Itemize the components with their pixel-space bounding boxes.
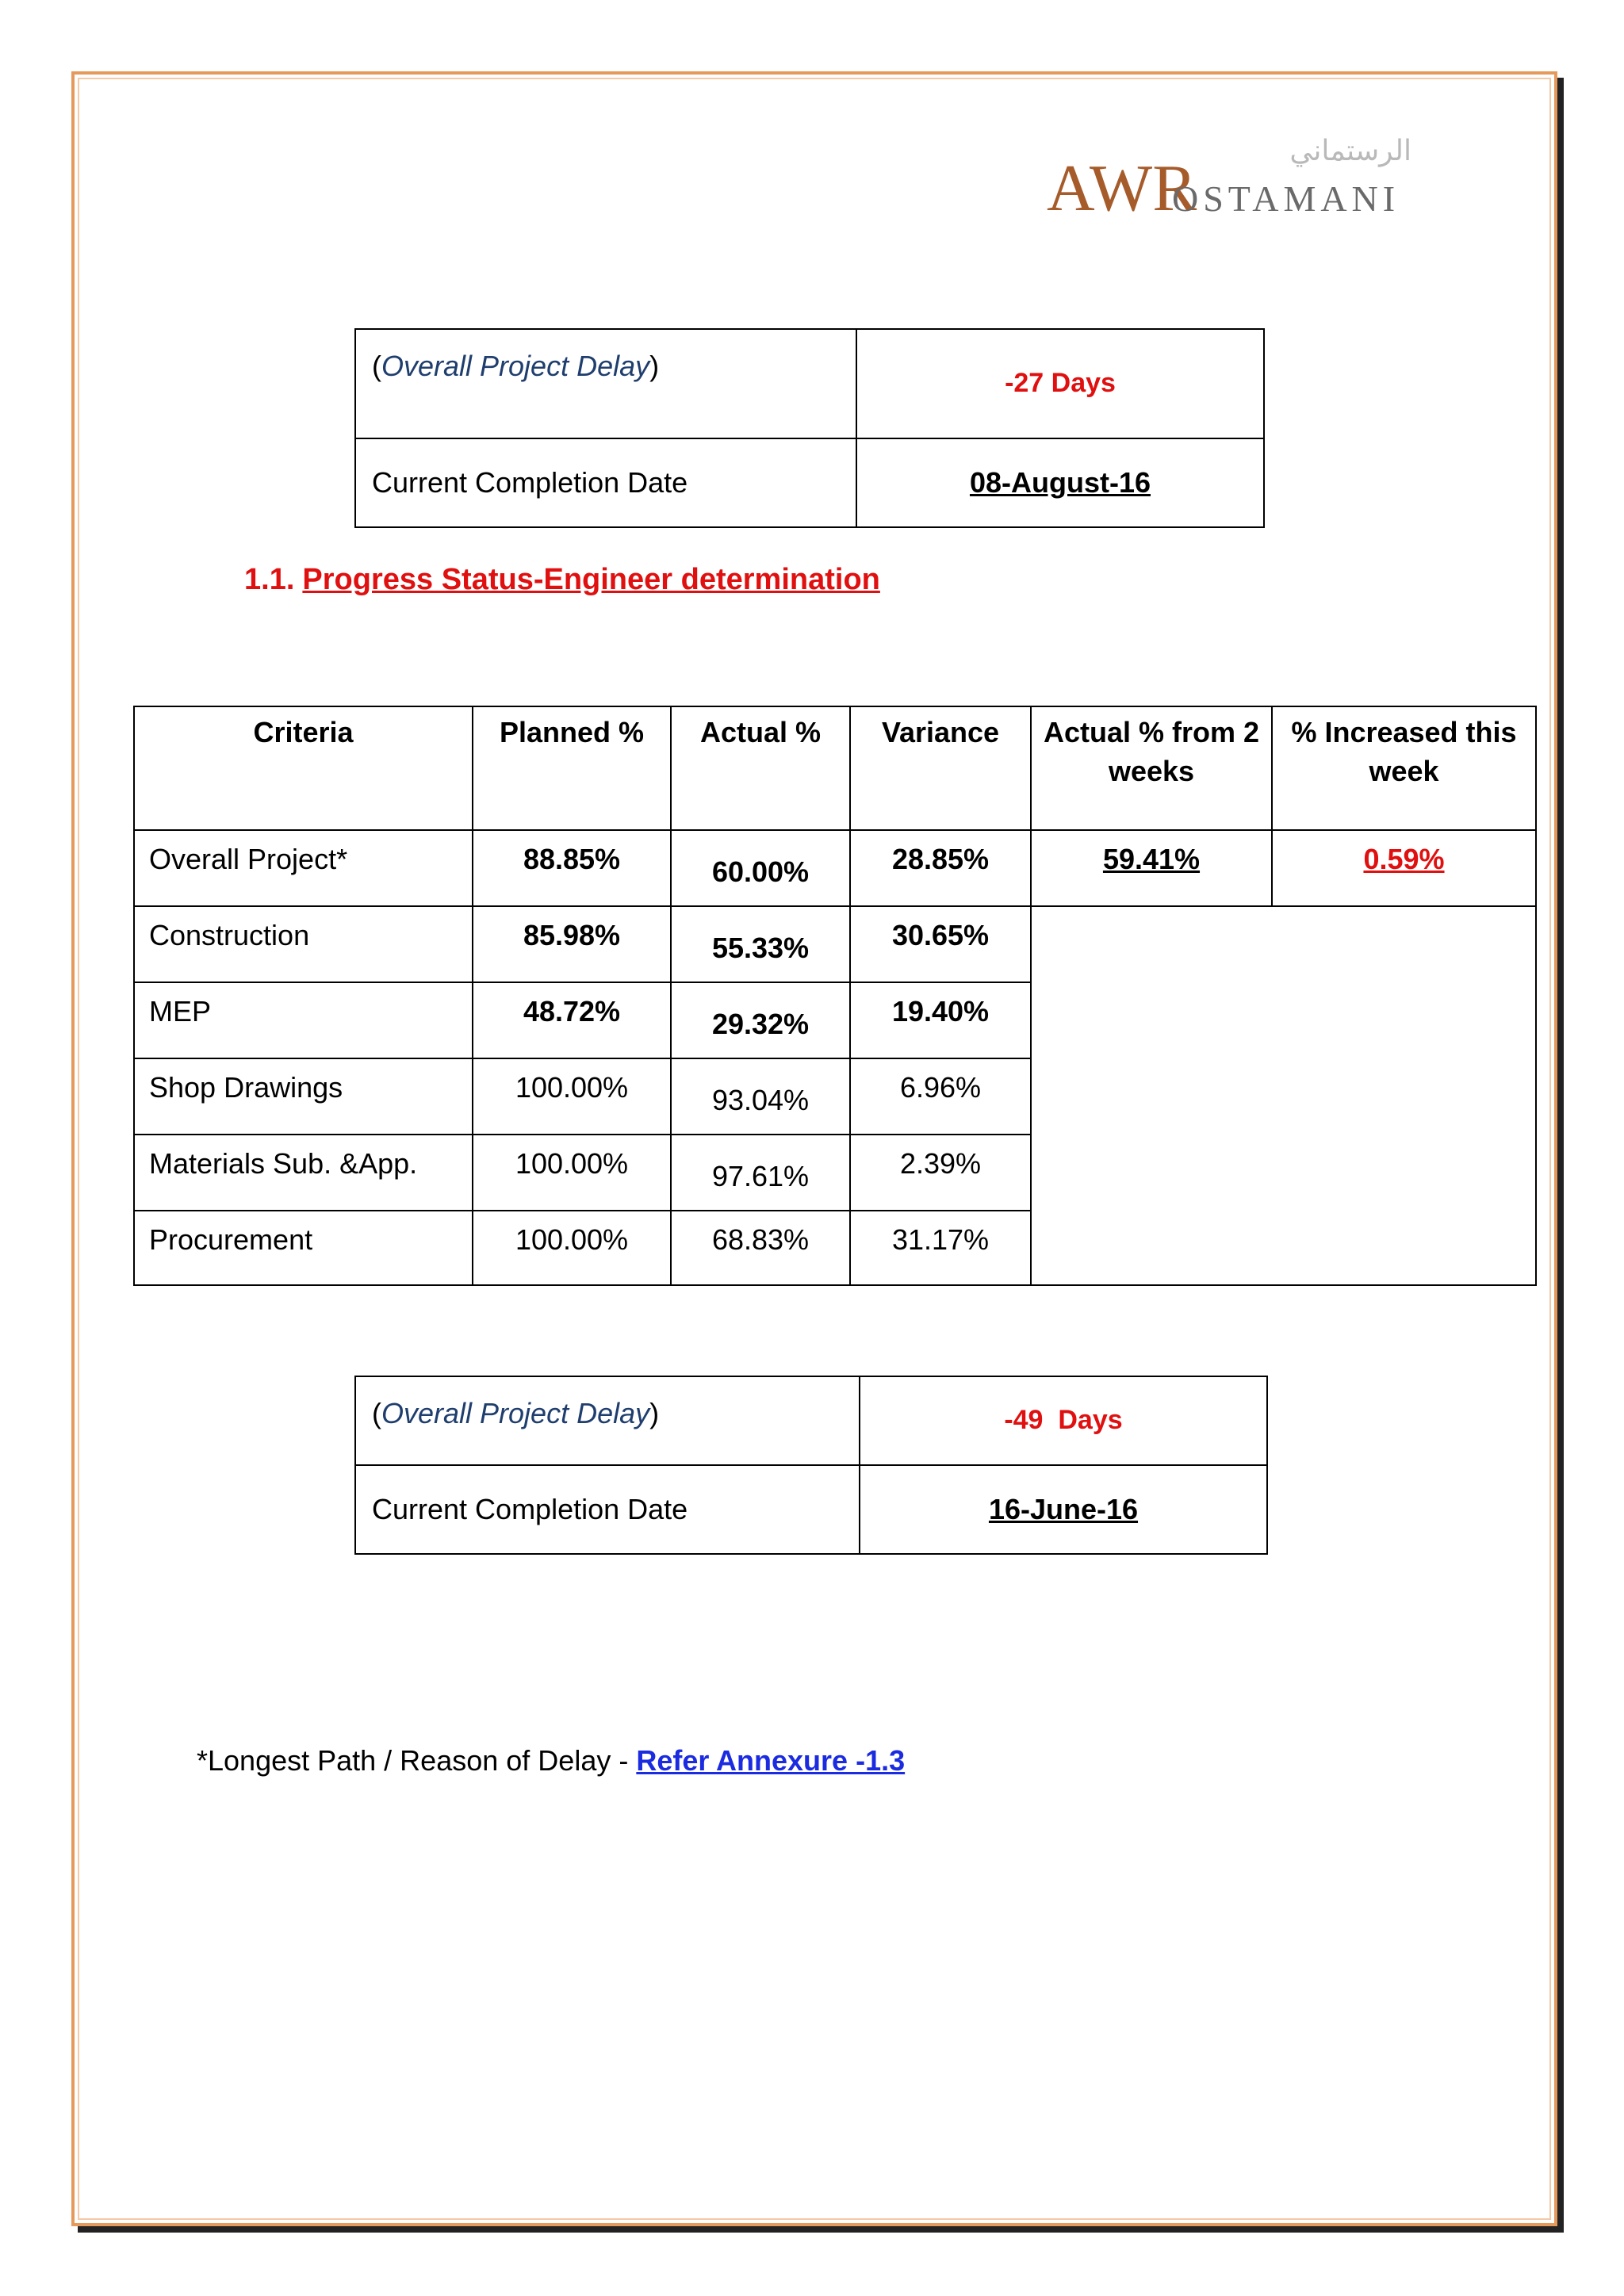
cell-criteria: Overall Project* [134, 830, 473, 906]
header-actual-2-weeks: Actual % from 2 weeks [1031, 706, 1272, 830]
section-number: 1.1. [244, 563, 295, 596]
cell-actual: 68.83% [671, 1211, 850, 1285]
progress-table [133, 706, 1537, 1286]
cell-actual: 29.32% [671, 982, 850, 1058]
cell-criteria: Construction [134, 906, 473, 982]
delay-footnote [197, 1744, 905, 1777]
annexure-link[interactable]: Refer Annexure -1.3 [636, 1744, 906, 1777]
cell-actual: 93.04% [671, 1058, 850, 1135]
empty-merged-cell [1031, 906, 1536, 1285]
cell-planned: 48.72% [473, 982, 671, 1058]
header-actual: Actual % [671, 706, 850, 830]
cell-planned: 100.00% [473, 1058, 671, 1135]
table-header-row [134, 706, 1536, 830]
delay-label-cell: (Overall Project Delay) [355, 329, 856, 438]
header-criteria: Criteria [134, 706, 473, 830]
cell-variance: 6.96% [850, 1058, 1031, 1135]
completion-date-value: 16-June-16 [860, 1465, 1267, 1554]
cell-actual-2-weeks: 59.41% [1031, 830, 1272, 906]
cell-actual: 60.00% [671, 830, 850, 906]
delay-label: Overall Project Delay [381, 350, 650, 382]
logo-wordmark: OSTAMANI [1172, 178, 1400, 219]
delay-value: -27 Days [856, 329, 1264, 438]
header-variance: Variance [850, 706, 1031, 830]
section-title: Progress Status-Engineer determination [302, 563, 880, 596]
cell-actual: 97.61% [671, 1135, 850, 1211]
logo-arabic-text: الرستماني [1289, 135, 1411, 167]
delay-table-1 [354, 328, 1265, 528]
cell-criteria: Shop Drawings [134, 1058, 473, 1135]
header-planned: Planned % [473, 706, 671, 830]
cell-variance: 30.65% [850, 906, 1031, 982]
header-increased: % Increased this week [1272, 706, 1536, 830]
completion-date-value: 08-August-16 [856, 438, 1264, 527]
cell-criteria: Procurement [134, 1211, 473, 1285]
footnote-text: *Longest Path / Reason of Delay - [197, 1744, 637, 1777]
delay-label: Overall Project Delay [381, 1397, 650, 1429]
delay-value: -49 Days [860, 1376, 1267, 1465]
logo-mark: AWR [1047, 151, 1197, 225]
cell-variance: 31.17% [850, 1211, 1031, 1285]
section-heading [244, 563, 880, 597]
cell-variance: 2.39% [850, 1135, 1031, 1211]
cell-planned: 88.85% [473, 830, 671, 906]
cell-variance: 19.40% [850, 982, 1031, 1058]
cell-planned: 100.00% [473, 1211, 671, 1285]
company-logo [1047, 135, 1427, 225]
completion-date-label: Current Completion Date [355, 438, 856, 527]
cell-criteria: Materials Sub. &App. [134, 1135, 473, 1211]
cell-criteria: MEP [134, 982, 473, 1058]
delay-label-cell: (Overall Project Delay) [355, 1376, 860, 1465]
delay-table-2 [354, 1376, 1268, 1555]
table-row [134, 906, 1536, 982]
cell-planned: 85.98% [473, 906, 671, 982]
cell-increased: 0.59% [1272, 830, 1536, 906]
completion-date-label: Current Completion Date [355, 1465, 860, 1554]
cell-actual: 55.33% [671, 906, 850, 982]
cell-variance: 28.85% [850, 830, 1031, 906]
cell-planned: 100.00% [473, 1135, 671, 1211]
table-row [134, 830, 1536, 906]
